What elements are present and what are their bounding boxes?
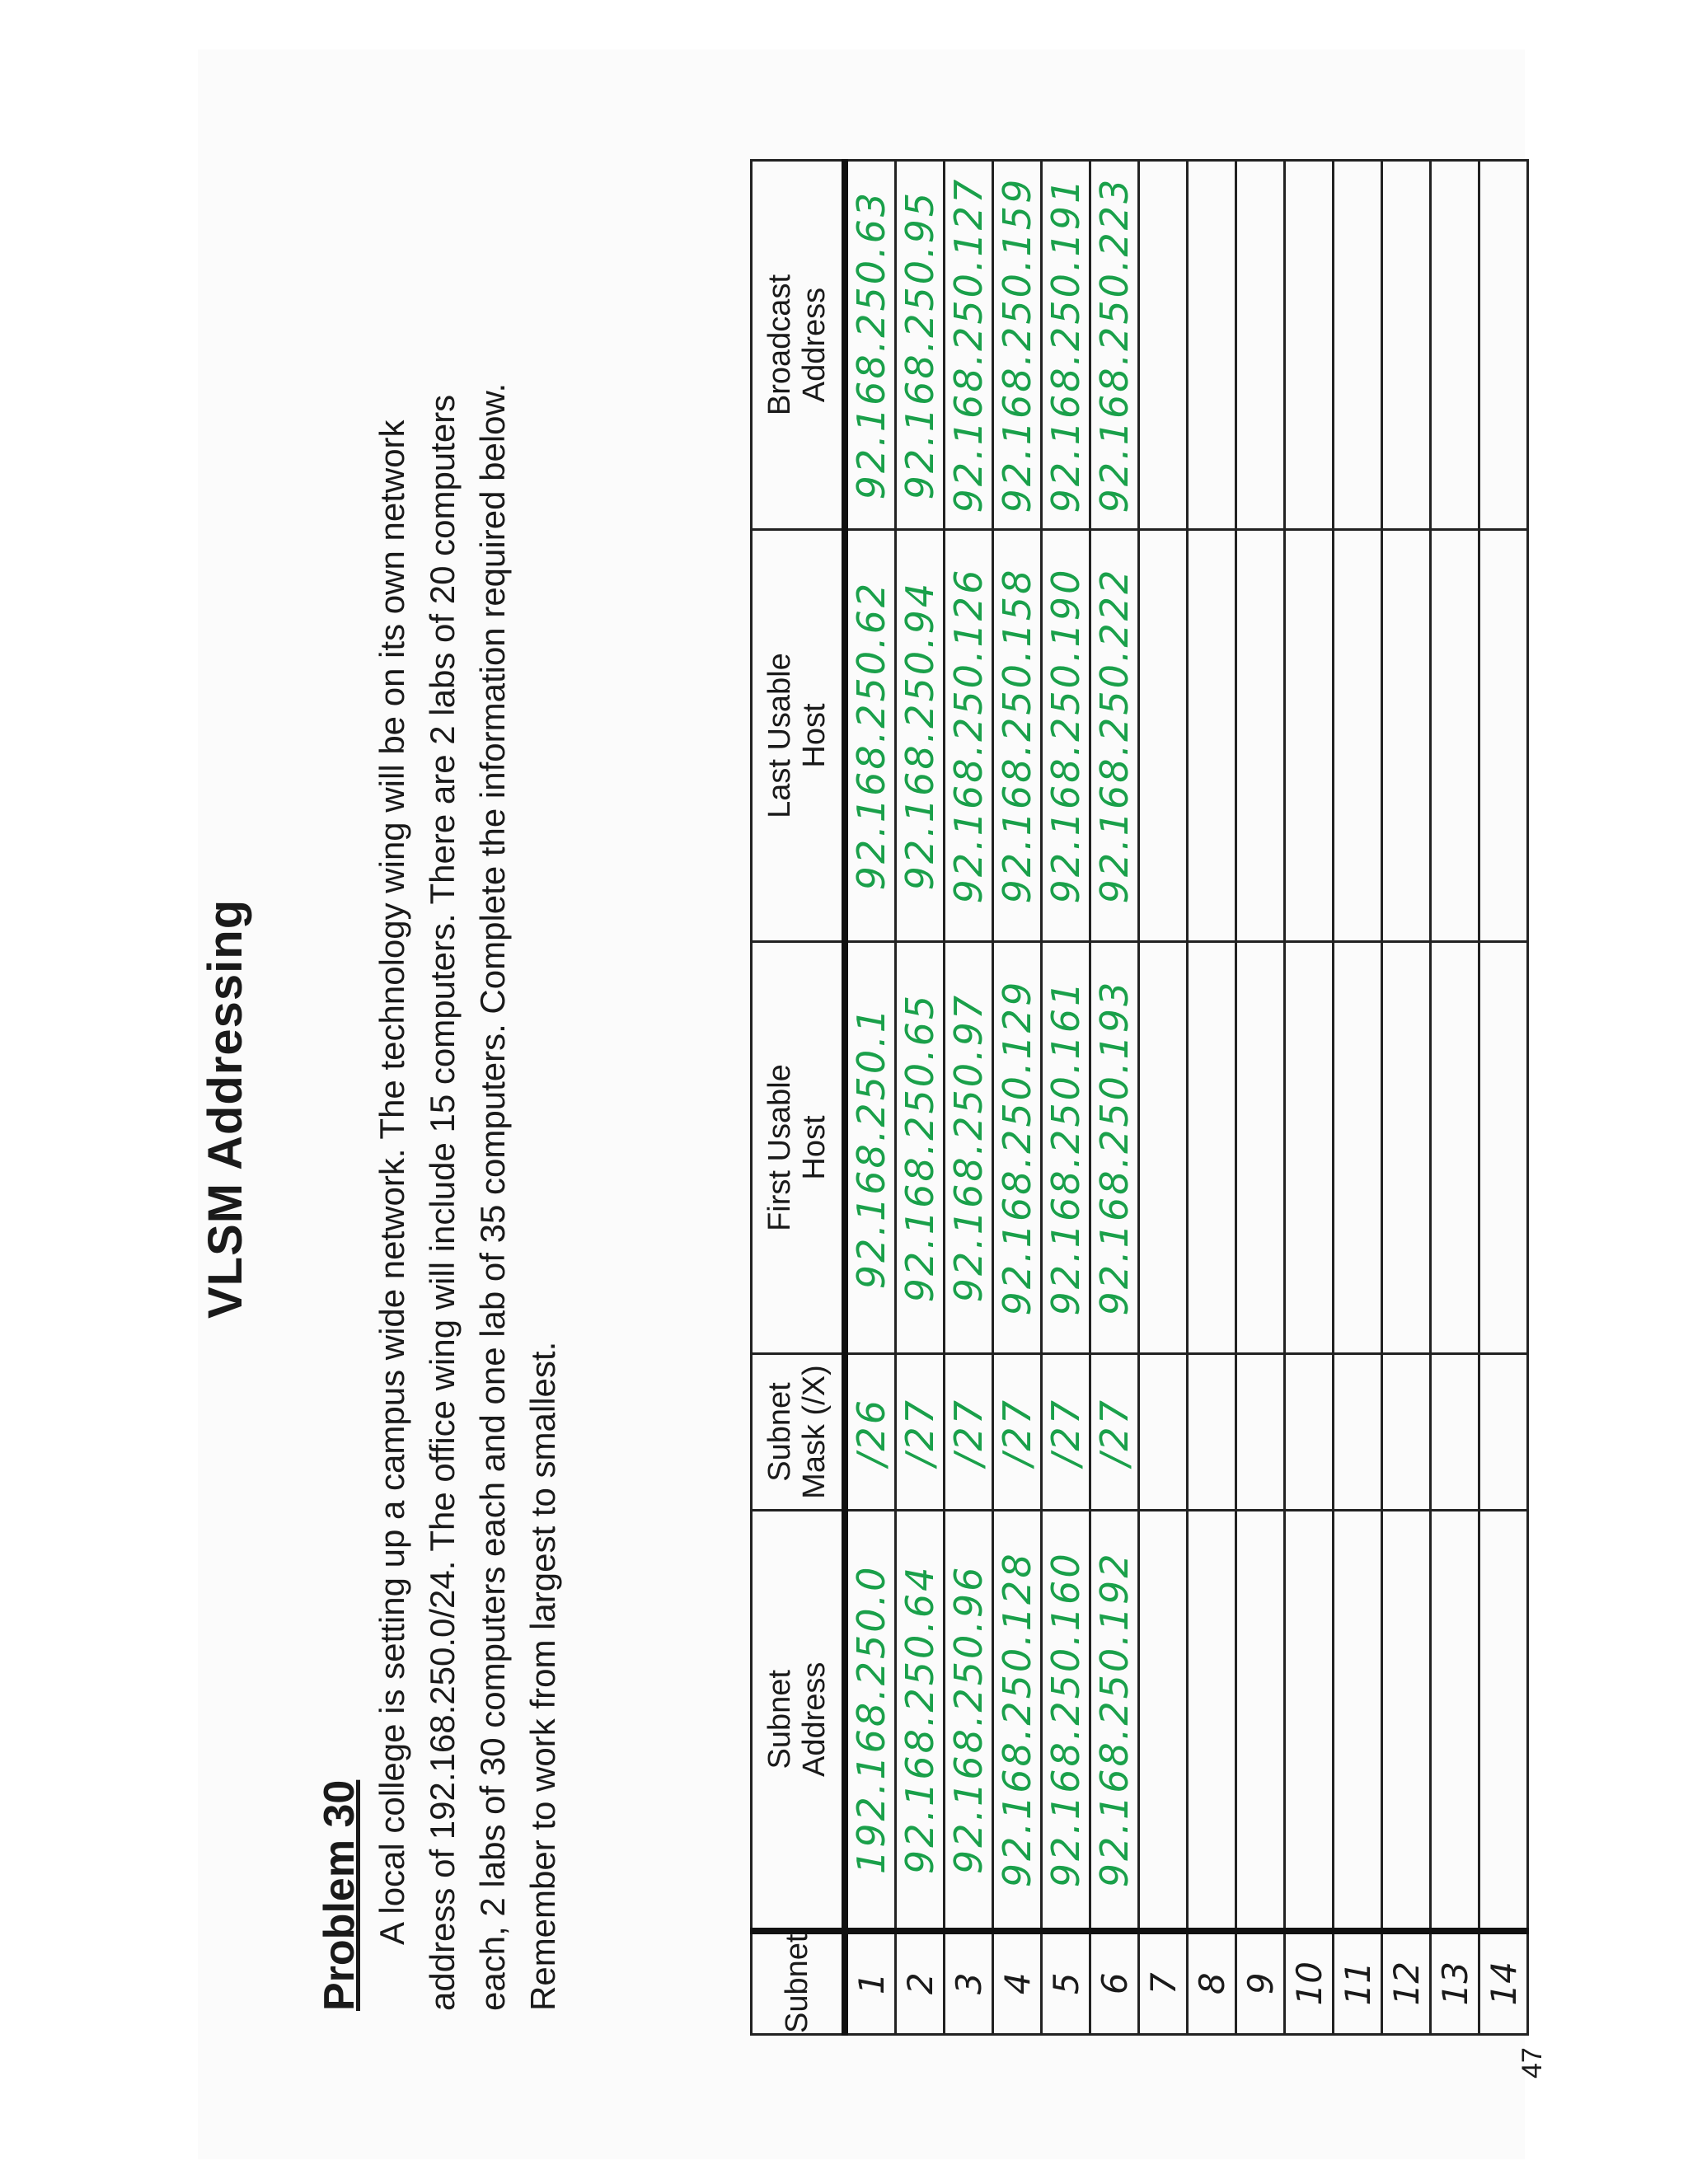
problem-heading: Problem 30 <box>316 1779 363 2011</box>
subnet-number-cell: 14 <box>1479 1931 1528 2035</box>
first-usable-host-cell: 92.168.250.1 <box>845 942 896 1354</box>
first-usable-host-cell <box>1431 942 1479 1354</box>
broadcast-address-cell <box>1382 161 1431 530</box>
broadcast-address-cell <box>1334 161 1382 530</box>
subnet-address-cell: 92.168.250.128 <box>993 1511 1042 1931</box>
subnet-mask-cell <box>1139 1354 1188 1511</box>
first-usable-host-cell: 92.168.250.193 <box>1090 942 1139 1354</box>
subnet-mask-cell <box>1285 1354 1334 1511</box>
subnet-address-cell <box>1285 1511 1334 1931</box>
subnet-number-cell: 7 <box>1139 1931 1188 2035</box>
last-usable-host-cell: 92.168.250.62 <box>845 530 896 942</box>
table-header-row <box>752 161 846 2035</box>
subnet-address-cell: 192.168.250.0 <box>845 1511 896 1931</box>
table-row <box>1188 161 1236 2035</box>
table-row <box>1479 161 1528 2035</box>
header-subnet-address: Subnet Address <box>752 1511 846 1931</box>
table-row <box>1236 161 1285 2035</box>
subnet-mask-cell <box>1334 1354 1382 1511</box>
broadcast-address-cell: 92.168.250.159 <box>993 161 1042 530</box>
first-usable-host-cell: 92.168.250.65 <box>896 942 945 1354</box>
last-usable-host-cell: 92.168.250.190 <box>1042 530 1090 942</box>
last-usable-host-cell: 92.168.250.94 <box>896 530 945 942</box>
subnet-mask-cell <box>1188 1354 1236 1511</box>
broadcast-address-cell: 92.168.250.127 <box>945 161 993 530</box>
last-usable-host-cell: 92.168.250.126 <box>945 530 993 942</box>
table-row <box>1285 161 1334 2035</box>
subnet-mask-cell: /27 <box>945 1354 993 1511</box>
subnet-address-cell <box>1382 1511 1431 1931</box>
subnet-address-cell <box>1236 1511 1285 1931</box>
subnet-mask-cell: /27 <box>896 1354 945 1511</box>
last-usable-host-cell: 92.168.250.158 <box>993 530 1042 942</box>
table-row <box>1334 161 1382 2035</box>
last-usable-host-cell <box>1334 530 1382 942</box>
header-last-usable-host: Last Usable Host <box>752 530 846 942</box>
last-usable-host-cell <box>1479 530 1528 942</box>
first-usable-host-cell <box>1188 942 1236 1354</box>
broadcast-address-cell: 92.168.250.95 <box>896 161 945 530</box>
first-usable-host-cell: 92.168.250.97 <box>945 942 993 1354</box>
first-usable-host-cell <box>1479 942 1528 1354</box>
subnet-number-cell: 6 <box>1090 1931 1139 2035</box>
subnet-mask-cell: /27 <box>993 1354 1042 1511</box>
first-usable-host-cell <box>1236 942 1285 1354</box>
header-subnet-mask: Subnet Mask (/X) <box>752 1354 846 1511</box>
subnet-number-cell: 3 <box>945 1931 993 2035</box>
vlsm-table <box>750 159 1529 2036</box>
last-usable-host-cell <box>1236 530 1285 942</box>
header-broadcast-address: Broadcast Address <box>752 161 846 530</box>
table-row <box>845 161 896 2035</box>
subnet-address-cell <box>1334 1511 1382 1931</box>
first-usable-host-cell: 92.168.250.161 <box>1042 942 1090 1354</box>
page-number: 47 <box>1517 2047 1548 2079</box>
subnet-number-cell: 10 <box>1285 1931 1334 2035</box>
last-usable-host-cell: 92.168.250.222 <box>1090 530 1139 942</box>
broadcast-address-cell: 92.168.250.223 <box>1090 161 1139 530</box>
subnet-mask-cell <box>1431 1354 1479 1511</box>
subnet-address-cell: 92.168.250.64 <box>896 1511 945 1931</box>
subnet-mask-cell <box>1236 1354 1285 1511</box>
broadcast-address-cell <box>1139 161 1188 530</box>
subnet-mask-cell: /26 <box>845 1354 896 1511</box>
subnet-number-cell: 11 <box>1334 1931 1382 2035</box>
subnet-address-cell <box>1139 1511 1188 1931</box>
broadcast-address-cell <box>1236 161 1285 530</box>
subnet-address-cell <box>1479 1511 1528 1931</box>
header-first-usable-host: First Usable Host <box>752 942 846 1354</box>
broadcast-address-cell <box>1188 161 1236 530</box>
paragraph-line: each, 2 labs of 30 computers each and one lab of 35 computers. Complete the information required below. <box>473 382 512 2011</box>
subnet-address-cell: 92.168.250.192 <box>1090 1511 1139 1931</box>
table-row <box>1431 161 1479 2035</box>
subnet-mask-cell: /27 <box>1090 1354 1139 1511</box>
subnet-number-cell: 5 <box>1042 1931 1090 2035</box>
subnet-number-cell: 2 <box>896 1931 945 2035</box>
subnet-mask-cell <box>1382 1354 1431 1511</box>
table-row <box>1090 161 1139 2035</box>
subnet-mask-cell: /27 <box>1042 1354 1090 1511</box>
last-usable-host-cell <box>1382 530 1431 942</box>
subnet-address-cell: 92.168.250.96 <box>945 1511 993 1931</box>
last-usable-host-cell <box>1188 530 1236 942</box>
subnet-address-cell: 92.168.250.160 <box>1042 1511 1090 1931</box>
last-usable-host-cell <box>1139 530 1188 942</box>
subnet-number-cell: 9 <box>1236 1931 1285 2035</box>
subnet-number-cell: 12 <box>1382 1931 1431 2035</box>
broadcast-address-cell <box>1479 161 1528 530</box>
first-usable-host-cell <box>1334 942 1382 1354</box>
subnet-mask-cell <box>1479 1354 1528 1511</box>
first-usable-host-cell <box>1382 942 1431 1354</box>
paragraph-line: A local college is setting up a campus wide network. The technology wing will be on its own network <box>373 419 411 1945</box>
first-usable-host-cell: 92.168.250.129 <box>993 942 1042 1354</box>
subnet-address-cell <box>1431 1511 1479 1931</box>
subnet-number-cell: 8 <box>1188 1931 1236 2035</box>
subnet-number-cell: 13 <box>1431 1931 1479 2035</box>
last-usable-host-cell <box>1431 530 1479 942</box>
table-row <box>993 161 1042 2035</box>
table-row <box>1139 161 1188 2035</box>
table-row <box>896 161 945 2035</box>
table-row <box>1382 161 1431 2035</box>
paragraph-line: address of 192.168.250.0/24. The office wing will include 15 computers. There are 2 labs of 20 computers <box>423 394 462 2011</box>
broadcast-address-cell: 92.168.250.63 <box>845 161 896 530</box>
problem-description <box>367 115 568 2011</box>
broadcast-address-cell <box>1431 161 1479 530</box>
subnet-number-cell: 1 <box>845 1931 896 2035</box>
page-title: VLSM Addressing <box>199 898 252 1319</box>
header-subnet: Subnet <box>752 1931 846 2035</box>
table-row <box>945 161 993 2035</box>
paragraph-line: Remember to work from largest to smallest. <box>523 1341 562 2011</box>
first-usable-host-cell <box>1285 942 1334 1354</box>
broadcast-address-cell <box>1285 161 1334 530</box>
broadcast-address-cell: 92.168.250.191 <box>1042 161 1090 530</box>
subnet-address-cell <box>1188 1511 1236 1931</box>
subnet-number-cell: 4 <box>993 1931 1042 2035</box>
first-usable-host-cell <box>1139 942 1188 1354</box>
last-usable-host-cell <box>1285 530 1334 942</box>
table-row <box>1042 161 1090 2035</box>
